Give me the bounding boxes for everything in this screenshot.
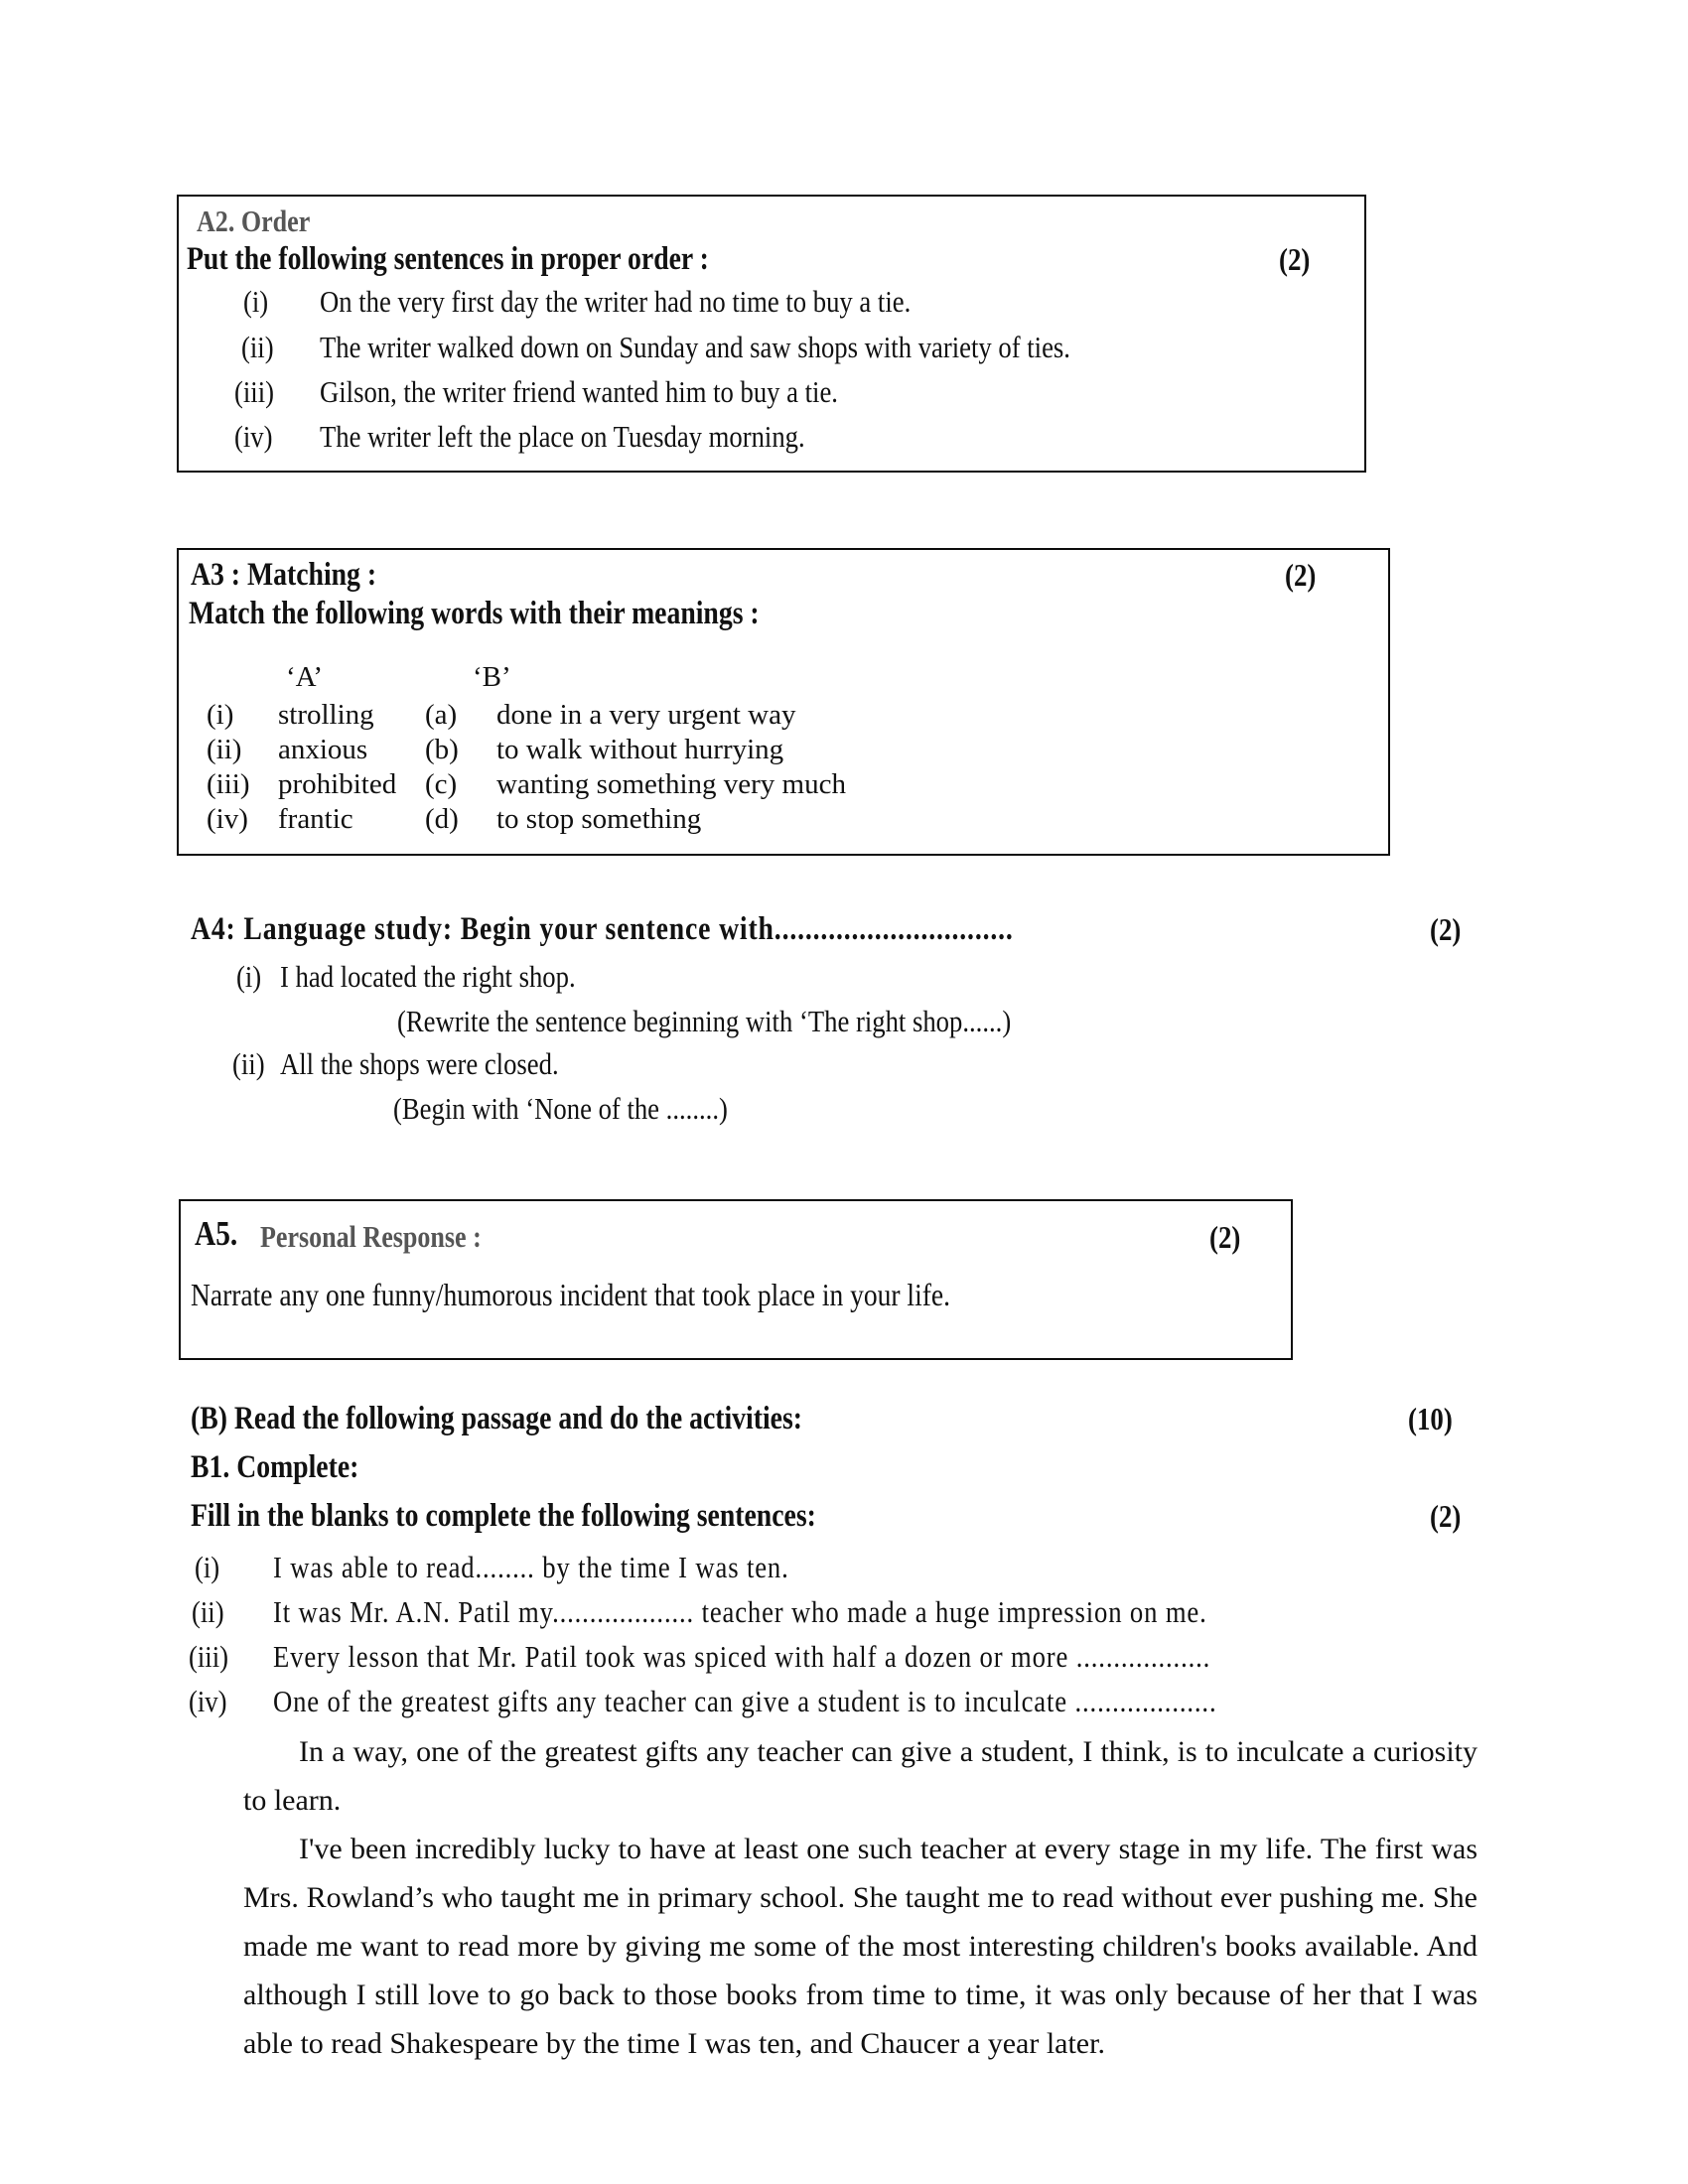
a2-marks: (2) xyxy=(1279,241,1311,277)
b1-item-text: I was able to read........ by the time I was ten. xyxy=(273,1550,789,1584)
a2-item-num: (ii) xyxy=(241,330,274,364)
a5-marks: (2) xyxy=(1209,1219,1241,1255)
a4-marks: (2) xyxy=(1430,911,1462,947)
a3-marks: (2) xyxy=(1285,557,1317,593)
b1-item-num: (i) xyxy=(195,1550,220,1584)
a3-heading: A3 : Matching : xyxy=(191,557,377,593)
a2-instruction: Put the following sentences in proper order : xyxy=(187,241,709,277)
b1-label: B1. Complete: xyxy=(191,1449,359,1485)
a3-col-b-header: ‘B’ xyxy=(473,661,511,693)
b1-item-text: It was Mr. A.N. Patil my................... teacher who made a huge impression on me. xyxy=(273,1594,1207,1629)
row-word: strolling xyxy=(278,699,374,731)
row-number: (i) xyxy=(207,699,234,731)
b1-item-text: One of the greatest gifts any teacher can give a student is to inculcate ................... xyxy=(273,1684,1217,1718)
a4-heading: A4: Language study: Begin your sentence with............................... xyxy=(191,911,1014,947)
a5-text: Narrate any one funny/humorous incident that took place in your life. xyxy=(191,1277,950,1312)
row-letter: (d) xyxy=(425,803,459,835)
row-word: prohibited xyxy=(278,768,397,800)
row-letter: (b) xyxy=(425,734,459,765)
section-b-marks: (10) xyxy=(1408,1401,1453,1436)
b1-item-num: (iv) xyxy=(189,1684,227,1718)
row-word: anxious xyxy=(278,734,368,765)
section-b-heading: (B) Read the following passage and do the activities: xyxy=(191,1401,803,1436)
row-number: (ii) xyxy=(207,734,242,765)
b1-item-text: Every lesson that Mr. Patil took was spiced with half a dozen or more .................. xyxy=(273,1639,1211,1674)
row-meaning: wanting something very much xyxy=(496,768,846,800)
passage-paragraph-2: I've been incredibly lucky to have at least one such teacher at every stage in my life. The first was Mrs. Rowland’s who taught me in primary school. She taught me to read without ever pushing me. She made me want to read more by giving me some of the most interesting children's books available. And although I still love to go back to those books from time to time, it was only because of her that I was able to read Shakespeare by the time I was ten, and Chaucer a year later. xyxy=(243,1833,1477,2060)
row-letter: (a) xyxy=(425,699,458,731)
a2-item-text: Gilson, the writer friend wanted him to buy a tie. xyxy=(320,374,838,409)
row-word: frantic xyxy=(278,803,353,835)
a4-item-text: All the shops were closed. xyxy=(280,1046,559,1081)
a2-heading: A2. Order xyxy=(197,204,311,238)
a2-item-num: (iv) xyxy=(234,419,273,454)
a5-heading-number: A5. xyxy=(195,1214,238,1253)
b1-instruction: Fill in the blanks to complete the following sentences: xyxy=(191,1498,816,1534)
a4-item-text: I had located the right shop. xyxy=(280,959,576,994)
a2-item-num: (iii) xyxy=(234,374,274,409)
row-number: (iii) xyxy=(207,768,250,800)
a2-item-text: The writer walked down on Sunday and saw shops with variety of ties. xyxy=(320,330,1070,364)
a4-item-hint: (Begin with ‘None of the ........) xyxy=(393,1091,728,1126)
a3-matching-table xyxy=(207,701,846,840)
b1-marks: (2) xyxy=(1430,1498,1462,1534)
row-letter: (c) xyxy=(425,768,458,800)
table-row xyxy=(207,805,846,840)
table-row xyxy=(207,701,846,736)
table-row xyxy=(207,770,846,805)
row-meaning: to stop something xyxy=(496,803,702,835)
table-row xyxy=(207,736,846,770)
row-meaning: to walk without hurrying xyxy=(496,734,784,765)
a2-item-text: On the very first day the writer had no time to buy a tie. xyxy=(320,284,912,319)
a3-col-a-header: ‘A’ xyxy=(286,661,324,693)
a4-item-hint: (Rewrite the sentence beginning with ‘The right shop......) xyxy=(397,1004,1012,1038)
b1-item-num: (iii) xyxy=(189,1639,228,1674)
a2-item-num: (i) xyxy=(243,284,269,319)
passage-paragraph-1: In a way, one of the greatest gifts any teacher can give a student, I think, is to inculcate a curiosity to learn. xyxy=(243,1735,1477,1817)
a4-item-num: (i) xyxy=(236,959,262,994)
a2-item-text: The writer left the place on Tuesday morning. xyxy=(320,419,805,454)
b1-item-num: (ii) xyxy=(192,1594,224,1629)
row-number: (iv) xyxy=(207,803,248,835)
a5-heading-label: Personal Response : xyxy=(260,1219,482,1254)
a4-item-num: (ii) xyxy=(232,1046,265,1081)
row-meaning: done in a very urgent way xyxy=(496,699,796,731)
a3-instruction: Match the following words with their meanings : xyxy=(189,596,760,631)
